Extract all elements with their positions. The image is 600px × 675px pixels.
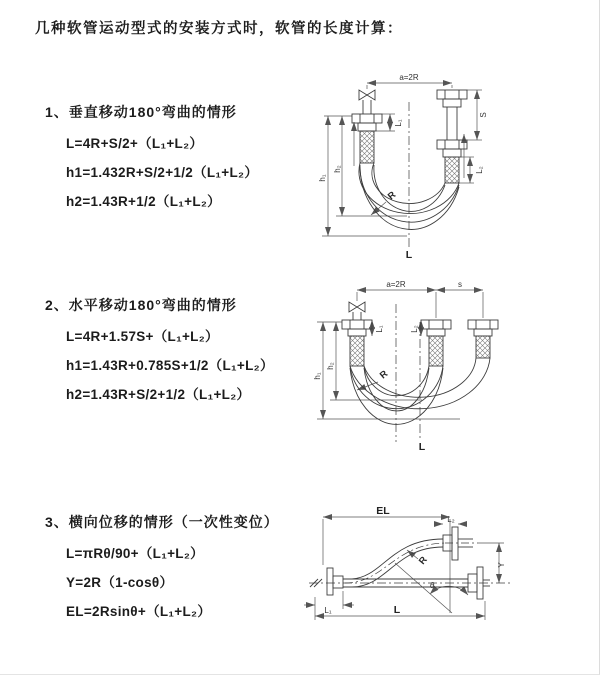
hose-s-curve <box>345 539 447 587</box>
label-l2: L₂ <box>410 325 419 333</box>
label-radius: R <box>416 554 430 567</box>
label-el: EL <box>376 505 390 517</box>
label-span: a=2R <box>386 280 406 289</box>
formula: L=4R+1.57S+（L₁+L₂） <box>66 329 219 344</box>
label-h2: h₂ <box>326 362 335 370</box>
formula: h1=1.432R+S/2+1/2（L₁+L₂） <box>66 165 259 180</box>
page-title: 几种软管运动型式的安装方式时，软管的长度计算： <box>35 21 403 37</box>
label-travel: s <box>458 280 462 289</box>
label-length: L <box>405 249 413 261</box>
label-y: Y <box>497 562 506 568</box>
section-2-formulas <box>66 322 274 409</box>
formula: h2=1.43R+S/2+1/2（L₁+L₂） <box>66 387 251 402</box>
formula: L=πRθ/90+（L₁+L₂） <box>66 546 204 561</box>
valve-icon <box>349 302 365 312</box>
label-l1: L₁ <box>394 119 403 127</box>
label-l2: L₂ <box>447 515 455 524</box>
label-span: a=2R <box>399 73 419 82</box>
label-radius: R <box>385 189 399 203</box>
formula: h2=1.43R+1/2（L₁+L₂） <box>66 194 221 209</box>
label-length: L <box>393 604 401 616</box>
flange-right <box>468 320 498 336</box>
braided-section-middle <box>429 336 443 366</box>
section-2-heading: 2、水平移动180°弯曲的情形 <box>45 297 237 313</box>
dimension-lines <box>304 517 504 620</box>
label-length: L <box>418 441 426 453</box>
section-1-heading: 1、垂直移动180°弯曲的情形 <box>45 104 237 120</box>
label-h2: h₂ <box>333 165 342 173</box>
flange-left <box>327 568 343 595</box>
flange-right-upper <box>437 90 467 107</box>
flange-right-lower <box>437 140 467 157</box>
flange-right-upper <box>443 527 478 560</box>
label-l1: L₁ <box>375 325 384 333</box>
valve-icon <box>359 90 375 100</box>
braided-section-right <box>476 336 490 358</box>
hose-drawing <box>309 527 510 599</box>
section-3-heading: 3、横向位移的情形（一次性变位） <box>45 514 279 530</box>
label-l1: L₁ <box>324 606 332 615</box>
label-l2: L₂ <box>475 166 484 174</box>
label-s: S <box>479 112 488 118</box>
formula: Y=2R（1-cosθ） <box>66 575 174 590</box>
braided-section-left <box>350 336 364 366</box>
flange-left <box>342 320 372 336</box>
section-3-formulas <box>66 539 211 626</box>
label-h1: h₁ <box>318 174 327 182</box>
label-h1: h₁ <box>313 372 322 380</box>
formula: L=4R+S/2+（L₁+L₂） <box>66 136 204 151</box>
diagram-lateral-displacement <box>295 503 595 648</box>
flange-middle <box>421 320 451 336</box>
diagram-vertical-180-bend <box>312 66 572 263</box>
hose-drawing <box>342 302 498 442</box>
label-radius: R <box>377 368 391 382</box>
formula: h1=1.43R+0.785S+1/2（L₁+L₂） <box>66 358 274 373</box>
braided-section-right <box>445 157 459 183</box>
diagram-horizontal-180-bend <box>310 278 570 463</box>
section-1-formulas <box>66 129 258 216</box>
label-theta: θ <box>429 581 435 590</box>
hose-drawing <box>352 90 467 250</box>
formula: EL=2Rsinθ+（L₁+L₂） <box>66 604 212 619</box>
braided-section-left <box>360 131 374 163</box>
flange-left <box>352 114 382 131</box>
